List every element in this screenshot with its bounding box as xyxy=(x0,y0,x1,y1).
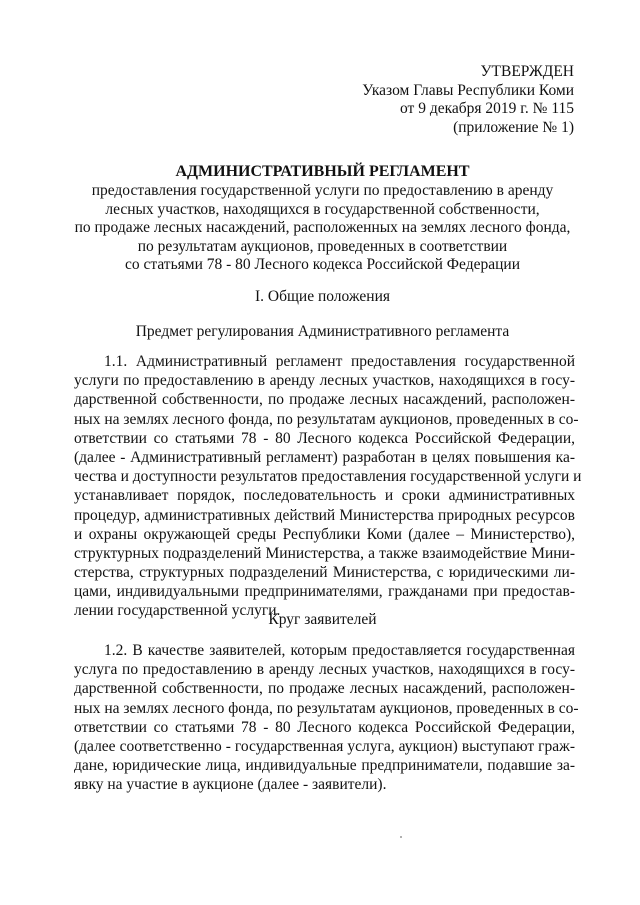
paragraph-line: процедур, административных действий Министерства природных ресурсов xyxy=(74,506,575,524)
document-title: АДМИНИСТРАТИВНЫЙ РЕГЛАМЕНТ xyxy=(175,163,470,180)
paragraph-line: явку на участие в аукционе (далее - заявители). xyxy=(74,776,387,794)
approval-block xyxy=(362,63,574,137)
section-heading: I. Общие положения xyxy=(254,288,391,305)
paragraph-line: (далее - Административный регламент) разработан в целях повышения ка- xyxy=(74,448,575,466)
document-subtitle xyxy=(50,182,595,275)
paragraph-line: услуга по предоставлению в аренду лесных участков, находящихся в госу- xyxy=(74,661,575,679)
paragraph-line: структурных подразделений Министерства, а также взаимодействие Мини- xyxy=(74,544,575,562)
paragraph-line: дане, юридические лица, индивидуальные предприниматели, подавшие за- xyxy=(74,757,575,775)
paragraph-line: ответствии со статьями 78 - 80 Лесного кодекса Российской Федерации, xyxy=(74,718,575,736)
subsection-heading: Круг заявителей xyxy=(268,611,377,628)
paragraph-line: лении государственной услуги. xyxy=(74,602,281,620)
subtitle-line: со статьями 78 - 80 Лесного кодекса Российской Федерации xyxy=(124,256,520,273)
paragraph-line: и охраны окружающей среды Республики Коми (далее – Министерство), xyxy=(74,525,575,543)
paragraph-line: услуги по предоставлению в аренду лесных участков, находящихся в госу- xyxy=(74,372,575,390)
paragraph-1-2 xyxy=(74,641,579,795)
paragraph-line: 1.2. В качестве заявителей, которым предоставляется государственная xyxy=(104,642,575,659)
paragraph-line: дарственной собственности, по продаже лесных насаждений, расположен- xyxy=(74,680,575,698)
subtitle-line: по продаже лесных насаждений, расположенных на землях лесного фонда, xyxy=(74,219,571,236)
subtitle-line: по результатам аукционов, проведенных в соответствии xyxy=(137,237,508,255)
paragraph-line: стерства, структурных подразделений Министерства, с юридическими ли- xyxy=(74,564,575,582)
paragraph-line: ответствии со статьями 78 - 80 Лесного кодекса Российской Федерации, xyxy=(74,429,575,447)
paragraph-line: цами, индивидуальными предпринимателями, гражданами при предостав- xyxy=(74,583,575,601)
paragraph-line: устанавливает порядок, последовательность и сроки административных xyxy=(74,487,575,505)
paragraph-line: ных на землях лесного фонда, по результатам аукционов, проведенных в со- xyxy=(74,410,579,428)
approval-authority: Указом Главы Республики Коми xyxy=(362,81,574,99)
paragraph-line: ных на землях лесного фонда, по результатам аукционов, проведенных в со- xyxy=(74,699,579,717)
paragraph-line: чества и доступности результатов предоставления государственной услуги и xyxy=(74,468,582,486)
subtitle-line: предоставления государственной услуги по предоставлению в аренду xyxy=(91,182,554,199)
approval-attachment: (приложение № 1) xyxy=(453,118,574,136)
approval-label: УТВЕРЖДЕН xyxy=(480,63,574,80)
scan-speck xyxy=(400,836,402,838)
paragraph-1-1 xyxy=(74,352,582,621)
paragraph-line: дарственной собственности, по продаже лесных насаждений, расположен- xyxy=(74,391,575,409)
approval-date: от 9 декабря 2019 г. № 115 xyxy=(400,100,574,117)
paragraph-line: 1.1. Административный регламент предоставления государственной xyxy=(104,353,575,370)
subsection-heading: Предмет регулирования Административного регламента xyxy=(135,323,510,340)
subtitle-line: лесных участков, находящихся в государственной собственности, xyxy=(105,200,540,218)
paragraph-line: (далее соответственно - государственная услуга, аукцион) выступают граж- xyxy=(74,737,575,755)
